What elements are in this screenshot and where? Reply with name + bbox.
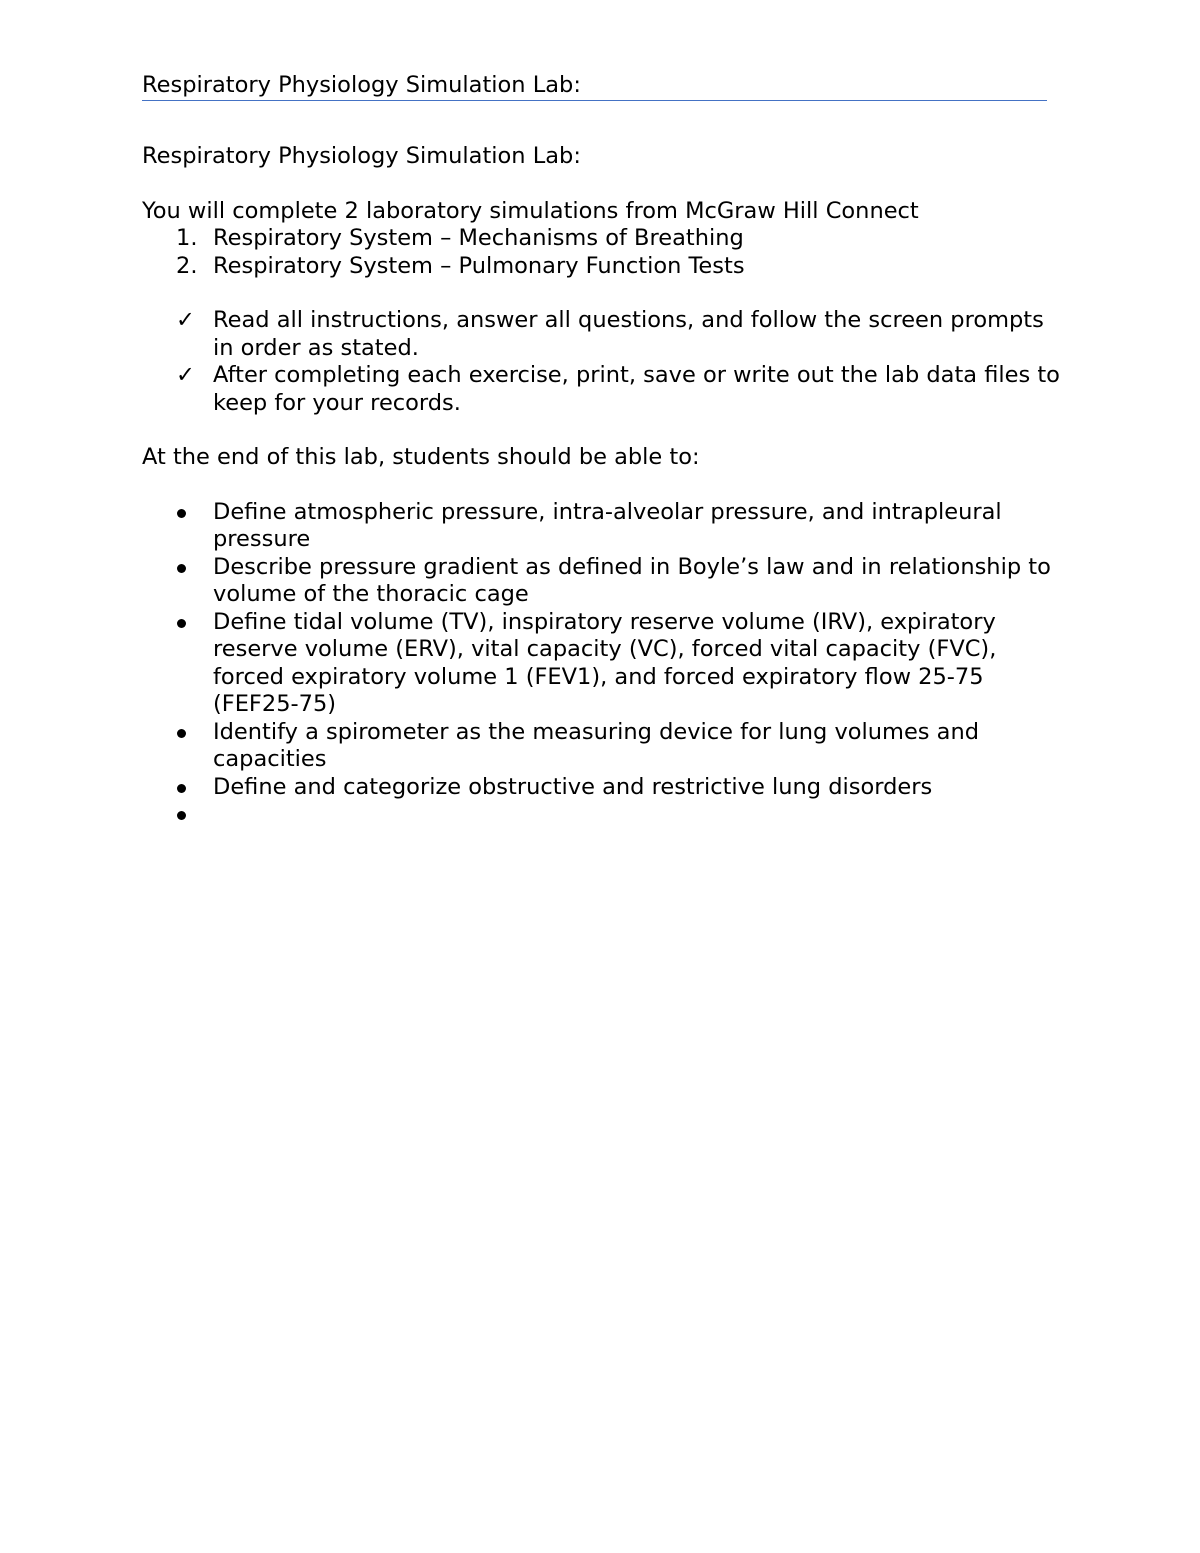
list-item (142, 554, 1062, 609)
outcomes-intro: At the end of this lab, students should be able to: (142, 444, 700, 470)
document-page (142, 70, 1062, 829)
simulation-list (142, 225, 1062, 280)
header-title: Respiratory Physiology Simulation Lab: (142, 72, 581, 98)
list-item (142, 801, 1062, 829)
list-item-text: Define tidal volume (TV), inspiratory reserve volume (IRV), expiratory reserve volume (ERV), vital capacity (VC), forced vital capacity (FVC), forced expiratory volume 1 (FEV1), and forced expiratory flow 25-75 (FEF25-75) (213, 608, 997, 717)
list-item (142, 307, 1062, 362)
list-item-text: Read all instructions, answer all questions, and follow the screen prompts in order as stated. (213, 307, 1044, 361)
bullet-icon (177, 619, 186, 628)
list-number: 2. (176, 252, 198, 279)
document-title: Respiratory Physiology Simulation Lab: (142, 143, 581, 169)
list-item-text: Define atmospheric pressure, intra-alveolar pressure, and intrapleural pressure (213, 498, 1002, 552)
checkmark-icon: ✓ (176, 307, 195, 333)
checkmark-icon: ✓ (176, 362, 195, 388)
bullet-icon (177, 729, 186, 738)
list-item (142, 774, 1062, 802)
bullet-icon (177, 509, 186, 518)
page-header (142, 70, 1047, 101)
instruction-list (142, 307, 1062, 417)
list-item-text: Respiratory System – Pulmonary Function Tests (213, 252, 745, 279)
list-item (142, 719, 1062, 774)
bullet-icon (177, 811, 186, 820)
bullet-icon (177, 784, 186, 793)
list-item-text: Respiratory System – Mechanisms of Breathing (213, 225, 744, 251)
list-item (142, 609, 1062, 719)
list-item-text: Identify a spirometer as the measuring device for lung volumes and capacities (213, 718, 980, 772)
list-item (142, 499, 1062, 554)
list-item-text: After completing each exercise, print, save or write out the lab data files to keep for your records. (213, 362, 1060, 416)
intro-paragraph: You will complete 2 laboratory simulations from McGraw Hill Connect (142, 197, 919, 224)
list-item (142, 225, 1062, 253)
outcome-list (142, 499, 1062, 829)
list-item (142, 253, 1062, 281)
list-item-text: Describe pressure gradient as defined in Boyle’s law and in relationship to volume of the thoracic cage (213, 553, 1051, 607)
list-number: 1. (176, 225, 198, 251)
list-item-text: Define and categorize obstructive and restrictive lung disorders (213, 773, 933, 800)
list-item (142, 362, 1062, 417)
bullet-icon (177, 564, 186, 573)
